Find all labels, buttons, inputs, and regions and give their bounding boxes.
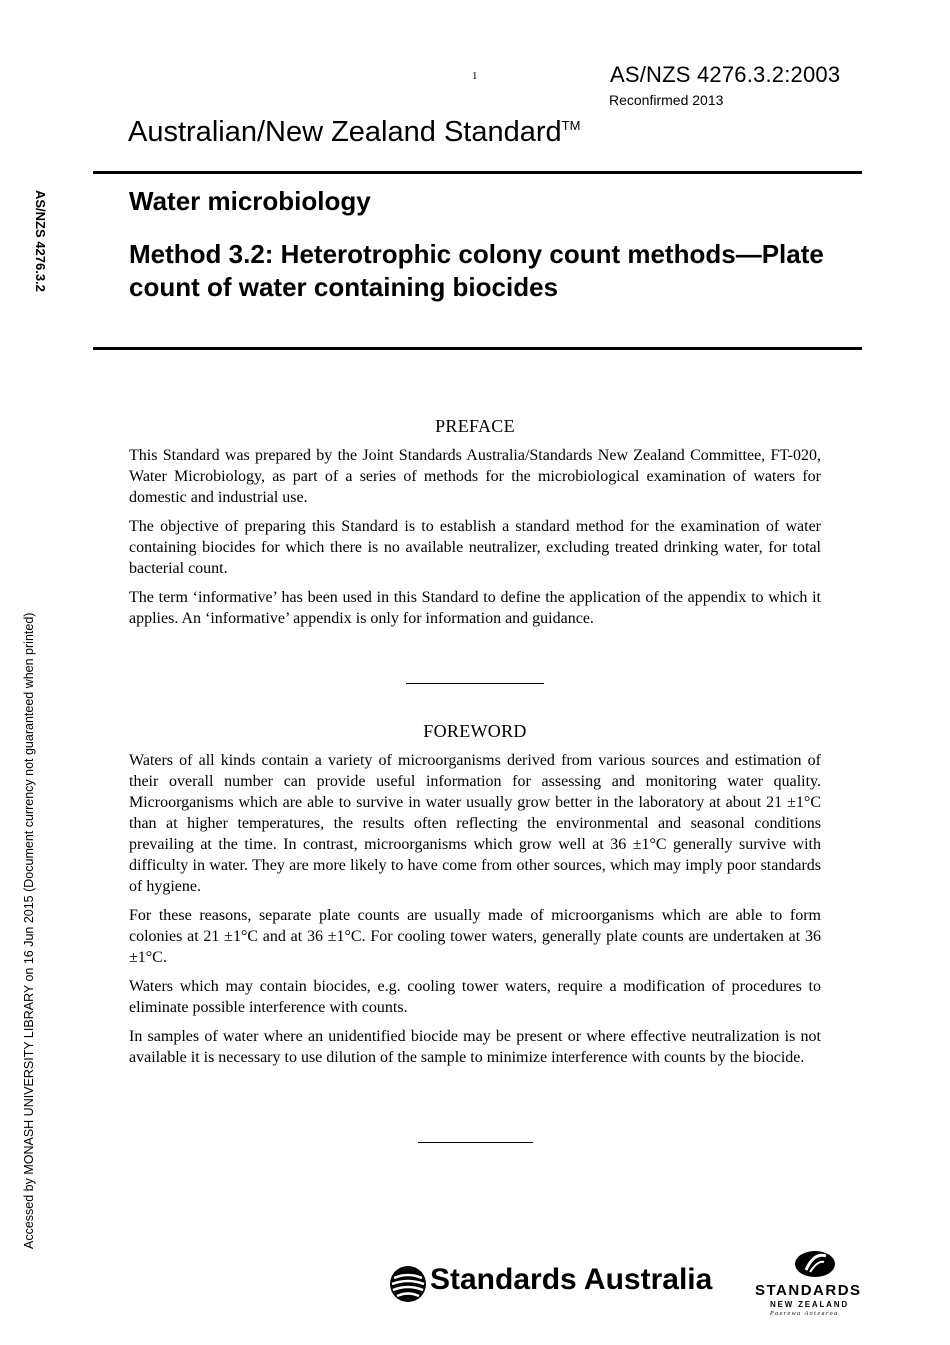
title-rule-bottom [93,347,862,350]
title-rule-top [93,171,862,174]
preface-paragraph: The term ‘informative’ has been used in this Standard to define the application of the appendix to which it applies. An ‘informative’ appendix is only for information and guidance. [129,589,821,627]
standards-australia-logo-text: Standards Australia [430,1263,713,1296]
foreword-paragraph: Waters which may contain biocides, e.g. cooling tower waters, require a modification of procedures to eliminate possible interference with counts. [129,978,821,1016]
standard-title-text: Australian/New Zealand Standard [128,116,562,148]
standards-new-zealand-maori-name: Paerewa Aotearoa [770,1311,839,1317]
standards-new-zealand-subtitle: NEW ZEALAND [770,1300,849,1309]
standards-australia-emblem-icon [388,1264,428,1304]
standard-number: AS/NZS 4276.3.2:2003 [610,62,841,87]
foreword-heading: FOREWORD [423,721,527,741]
access-notice: Accessed by MONASH UNIVERSITY LIBRARY on 16 Jun 2015 (Document currency not guaranteed when printed) [22,612,36,1249]
section-separator [418,1142,533,1143]
side-standard-code: AS/NZS 4276.3.2 [33,190,48,292]
reconfirmed-note: Reconfirmed 2013 [609,92,724,108]
standard-title [128,116,580,149]
document-method-title: Method 3.2: Heterotrophic colony count methods—Plate count of water containing biocides [129,239,824,302]
preface-heading: PREFACE [435,416,515,436]
foreword-paragraph: Waters of all kinds contain a variety of microorganisms derived from various sources and estimation of their overall number can provide useful information for assessing and monitoring water quality. Microorganisms which are able to survive in water usually grow better in the laboratory at about 21 ±1°C than at higher temperatures, the results often reflecting the environmental and seasonal conditions prevailing at the time. In contrast, microorganisms which grow well at 36 ±1°C generally survive with difficulty in water. They are more likely to have come from other sources, which may imply poor standards of hygiene. [129,752,821,895]
preface-section [129,416,821,637]
preface-paragraph: This Standard was prepared by the Joint Standards Australia/Standards New Zealand Committee, FT-020, Water Microbiology, as part of a series of methods for the microbiological examination of waters for domestic and industrial use. [129,447,821,506]
foreword-paragraph: In samples of water where an unidentified biocide may be present or where effective neutralization is not available it is necessary to use dilution of the sample to minimize interference with counts by the biocide. [129,1028,821,1066]
standards-new-zealand-emblem-icon [790,1248,840,1280]
preface-paragraph: The objective of preparing this Standard is to establish a standard method for the examination of water containing biocides for which there is no available neutralizer, excluding treated drinking water, for total bacterial count. [129,518,821,577]
trademark-mark: TM [561,118,581,133]
foreword-paragraph: For these reasons, separate plate counts are usually made of microorganisms which are able to form colonies at 21 ±1°C and at 36 ±1°C. For cooling tower waters, generally plate counts are undertaken at 36 ±1°C. [129,907,821,966]
standards-new-zealand-logo-text: STANDARDS [755,1282,862,1299]
document-heading: Water microbiology [129,186,371,216]
section-separator [406,683,544,684]
page-number: 1 [472,70,478,82]
foreword-section [129,721,821,1076]
